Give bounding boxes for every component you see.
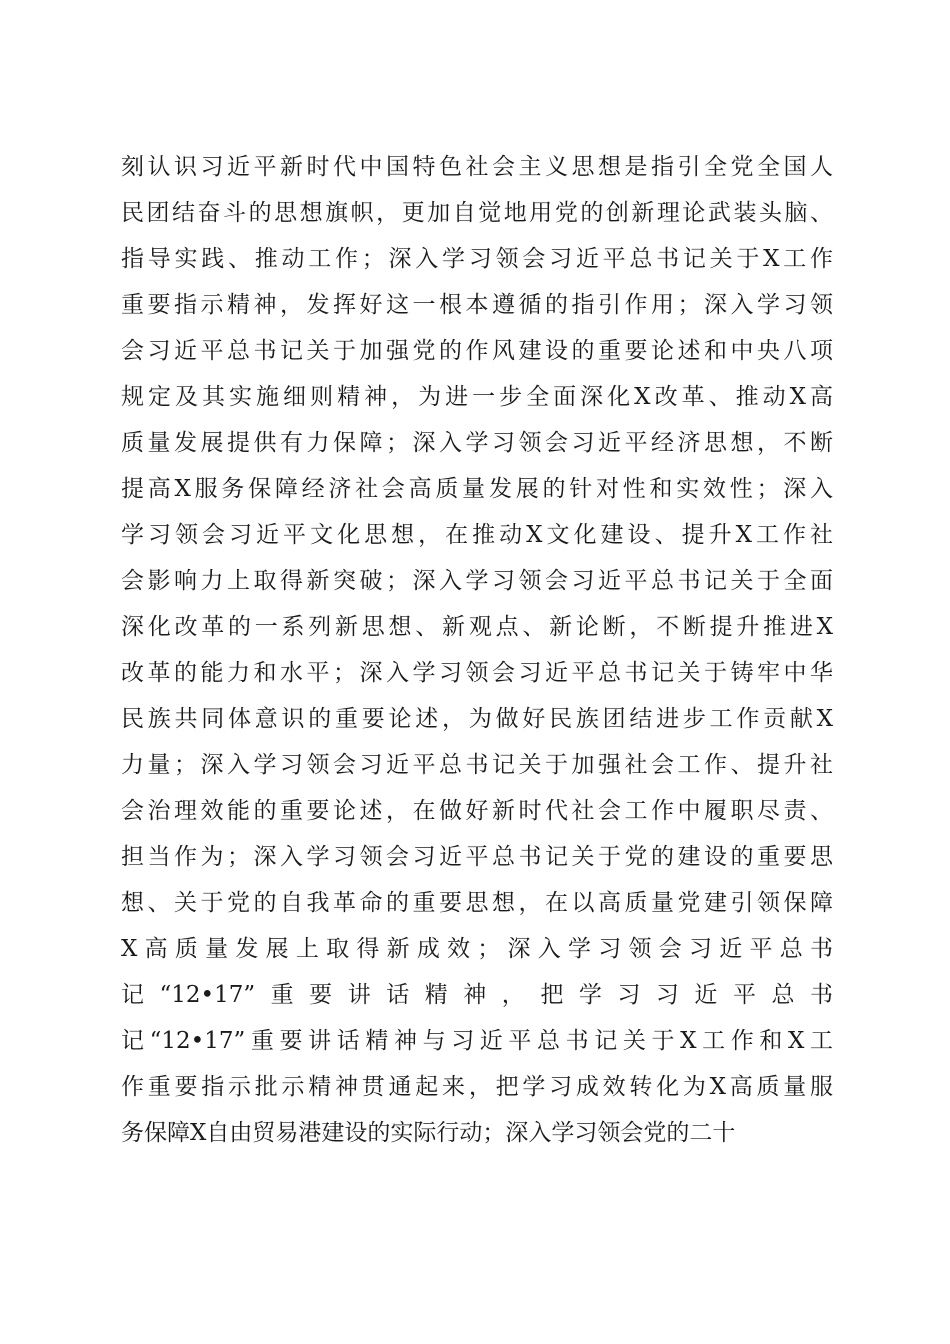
text-line: 学习领会习近平文化思想，在推动X文化建设、提升X工作社 <box>121 522 833 548</box>
text-line: 刻认识习近平新时代中国特色社会主义思想是指引全党全国人 <box>121 154 833 180</box>
body-text <box>121 144 833 1156</box>
text-line: X高质量发展上取得新成效；深入学习领会习近平总书 <box>121 936 833 962</box>
text-line: 提高X服务保障经济社会高质量发展的针对性和实效性；深入 <box>121 476 833 502</box>
text-line: 会习近平总书记关于加强党的作风建设的重要论述和中央八项 <box>121 338 833 364</box>
text-line: 记“12•17”重要讲话精神，把学习习近平总书 <box>121 982 833 1008</box>
text-line: 民团结奋斗的思想旗帜，更加自觉地用党的创新理论武装头脑、 <box>121 200 833 226</box>
text-line: 指导实践、推动工作；深入学习领会习近平总书记关于X工作 <box>121 246 833 272</box>
text-line: 担当作为；深入学习领会习近平总书记关于党的建设的重要思 <box>121 844 833 870</box>
text-line: 深化改革的一系列新思想、新观点、新论断，不断提升推进X <box>121 614 833 640</box>
text-line: 民族共同体意识的重要论述，为做好民族团结进步工作贡献X <box>121 706 833 732</box>
text-line: 重要指示精神，发挥好这一根本遵循的指引作用；深入学习领 <box>121 292 833 318</box>
text-line: 想、关于党的自我革命的重要思想，在以高质量党建引领保障 <box>121 890 833 916</box>
text-line: 改革的能力和水平；深入学习领会习近平总书记关于铸牢中华 <box>121 660 833 686</box>
text-line: 记“12•17”重要讲话精神与习近平总书记关于X工作和X工 <box>121 1028 833 1054</box>
text-line: 会治理效能的重要论述，在做好新时代社会工作中履职尽责、 <box>121 798 833 824</box>
text-line: 力量；深入学习领会习近平总书记关于加强社会工作、提升社 <box>121 752 833 778</box>
text-line: 质量发展提供有力保障；深入学习领会习近平经济思想，不断 <box>121 430 833 456</box>
text-line: 作重要指示批示精神贯通起来，把学习成效转化为X高质量服 <box>121 1074 833 1100</box>
text-line: 务保障X自由贸易港建设的实际行动；深入学习领会党的二十 <box>121 1120 736 1146</box>
text-line: 会影响力上取得新突破；深入学习领会习近平总书记关于全面 <box>121 568 833 594</box>
text-line: 规定及其实施细则精神，为进一步全面深化X改革、推动X高 <box>121 384 833 410</box>
